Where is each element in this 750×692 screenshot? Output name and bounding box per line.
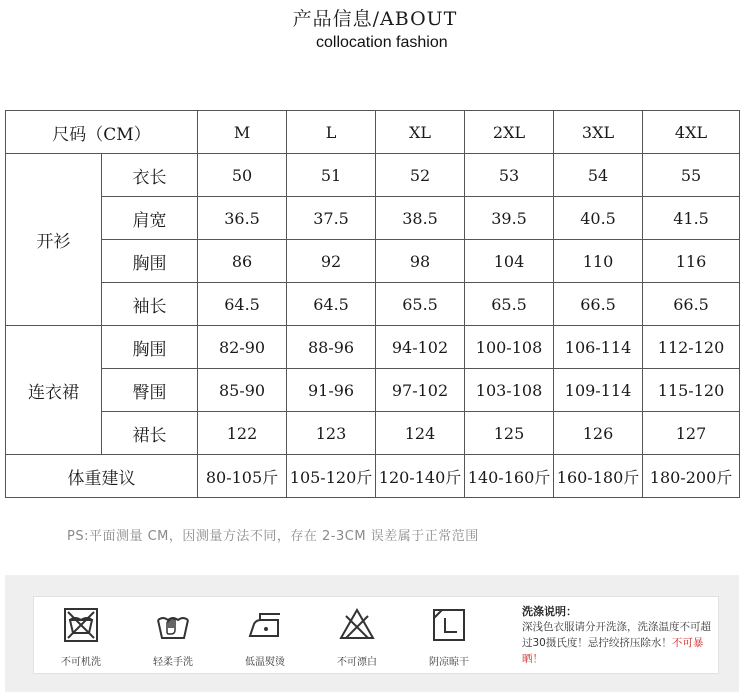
row-label: 衣长 bbox=[102, 154, 198, 197]
table-cell: 100-108 bbox=[465, 326, 554, 369]
table-cell: 65.5 bbox=[465, 283, 554, 326]
table-row bbox=[6, 326, 740, 369]
table-row bbox=[6, 283, 740, 326]
low-temp-iron-icon bbox=[246, 606, 284, 644]
table-cell: 120-140斤 bbox=[376, 455, 465, 498]
wash-instructions-text bbox=[522, 619, 712, 667]
table-cell: 112-120 bbox=[643, 326, 740, 369]
table-cell: 38.5 bbox=[376, 197, 465, 240]
table-cell: 94-102 bbox=[376, 326, 465, 369]
table-row bbox=[6, 369, 740, 412]
size-header-cell: 3XL bbox=[554, 111, 643, 154]
weight-row bbox=[6, 455, 740, 498]
size-header-cell: 4XL bbox=[643, 111, 740, 154]
table-cell: 124 bbox=[376, 412, 465, 455]
table-cell: 40.5 bbox=[554, 197, 643, 240]
care-item-no-bleach bbox=[312, 597, 402, 673]
care-item-no-machine-wash bbox=[36, 597, 126, 673]
table-cell: 51 bbox=[287, 154, 376, 197]
size-chart-table bbox=[5, 110, 740, 498]
table-cell: 66.5 bbox=[643, 283, 740, 326]
table-cell: 127 bbox=[643, 412, 740, 455]
no-bleach-icon bbox=[338, 606, 376, 644]
table-cell: 80-105斤 bbox=[198, 455, 287, 498]
table-row bbox=[6, 154, 740, 197]
table-cell: 54 bbox=[554, 154, 643, 197]
table-cell: 105-120斤 bbox=[287, 455, 376, 498]
table-row bbox=[6, 197, 740, 240]
table-cell: 116 bbox=[643, 240, 740, 283]
table-cell: 85-90 bbox=[198, 369, 287, 412]
row-label: 臀围 bbox=[102, 369, 198, 412]
size-header-cell: 2XL bbox=[465, 111, 554, 154]
care-label: 阴凉晾干 bbox=[429, 657, 469, 668]
care-item-shade-dry bbox=[404, 597, 494, 673]
table-cell: 110 bbox=[554, 240, 643, 283]
table-cell: 82-90 bbox=[198, 326, 287, 369]
wash-text-part: 忌拧绞挤压除水！ bbox=[587, 637, 672, 649]
care-label: 不可机洗 bbox=[61, 657, 101, 668]
table-cell: 39.5 bbox=[465, 197, 554, 240]
table-cell: 109-114 bbox=[554, 369, 643, 412]
table-cell: 123 bbox=[287, 412, 376, 455]
care-instructions-card bbox=[33, 596, 719, 674]
table-row bbox=[6, 240, 740, 283]
group-label-cardigan: 开衫 bbox=[6, 154, 102, 326]
table-cell: 52 bbox=[376, 154, 465, 197]
table-cell: 97-102 bbox=[376, 369, 465, 412]
care-item-gentle-hand-wash bbox=[128, 597, 218, 673]
row-label: 袖长 bbox=[102, 283, 198, 326]
size-header-cell: M bbox=[198, 111, 287, 154]
page-title: 产品信息/ABOUT bbox=[292, 8, 458, 30]
table-cell: 115-120 bbox=[643, 369, 740, 412]
care-label: 不可漂白 bbox=[337, 657, 377, 668]
table-cell: 65.5 bbox=[376, 283, 465, 326]
table-cell: 88-96 bbox=[287, 326, 376, 369]
table-cell: 53 bbox=[465, 154, 554, 197]
row-label: 胸围 bbox=[102, 326, 198, 369]
size-header-cell: XL bbox=[376, 111, 465, 154]
table-row bbox=[6, 412, 740, 455]
care-item-low-temp-iron bbox=[220, 597, 310, 673]
table-cell: 64.5 bbox=[198, 283, 287, 326]
size-corner-label: 尺码（CM） bbox=[6, 111, 198, 154]
table-cell: 91-96 bbox=[287, 369, 376, 412]
size-header-cell: L bbox=[287, 111, 376, 154]
table-cell: 122 bbox=[198, 412, 287, 455]
care-instructions-panel bbox=[5, 575, 739, 692]
table-cell: 86 bbox=[198, 240, 287, 283]
table-cell: 103-108 bbox=[465, 369, 554, 412]
table-cell: 64.5 bbox=[287, 283, 376, 326]
wash-text-part: 深浅色衣服请分开洗涤，洗涤温度不可超过30摄氏度！ bbox=[522, 621, 711, 649]
row-label: 胸围 bbox=[102, 240, 198, 283]
table-cell: 106-114 bbox=[554, 326, 643, 369]
weight-row-label: 体重建议 bbox=[6, 455, 198, 498]
measurement-note: PS:平面测量 CM，因测量方法不同，存在 2-3CM 误差属于正常范围 bbox=[67, 529, 479, 544]
table-cell: 92 bbox=[287, 240, 376, 283]
table-cell: 37.5 bbox=[287, 197, 376, 240]
care-label: 低温熨烫 bbox=[245, 657, 285, 668]
gentle-hand-wash-icon bbox=[154, 606, 192, 644]
table-cell: 126 bbox=[554, 412, 643, 455]
no-machine-wash-icon bbox=[62, 606, 100, 644]
table-cell: 180-200斤 bbox=[643, 455, 740, 498]
table-cell: 125 bbox=[465, 412, 554, 455]
table-cell: 104 bbox=[465, 240, 554, 283]
table-cell: 66.5 bbox=[554, 283, 643, 326]
table-cell: 55 bbox=[643, 154, 740, 197]
wash-instructions-title: 洗涤说明： bbox=[522, 605, 577, 618]
table-cell: 36.5 bbox=[198, 197, 287, 240]
group-label-dress: 连衣裙 bbox=[6, 326, 102, 455]
table-cell: 50 bbox=[198, 154, 287, 197]
size-header-row bbox=[6, 111, 740, 154]
shade-dry-icon bbox=[430, 606, 468, 644]
table-cell: 160-180斤 bbox=[554, 455, 643, 498]
wash-text-warning: 不可暴晒！ bbox=[522, 637, 704, 665]
care-label: 轻柔手洗 bbox=[153, 657, 193, 668]
page-subtitle: collocation fashion bbox=[316, 34, 448, 51]
row-label: 肩宽 bbox=[102, 197, 198, 240]
row-label: 裙长 bbox=[102, 412, 198, 455]
table-cell: 98 bbox=[376, 240, 465, 283]
table-cell: 41.5 bbox=[643, 197, 740, 240]
table-cell: 140-160斤 bbox=[465, 455, 554, 498]
